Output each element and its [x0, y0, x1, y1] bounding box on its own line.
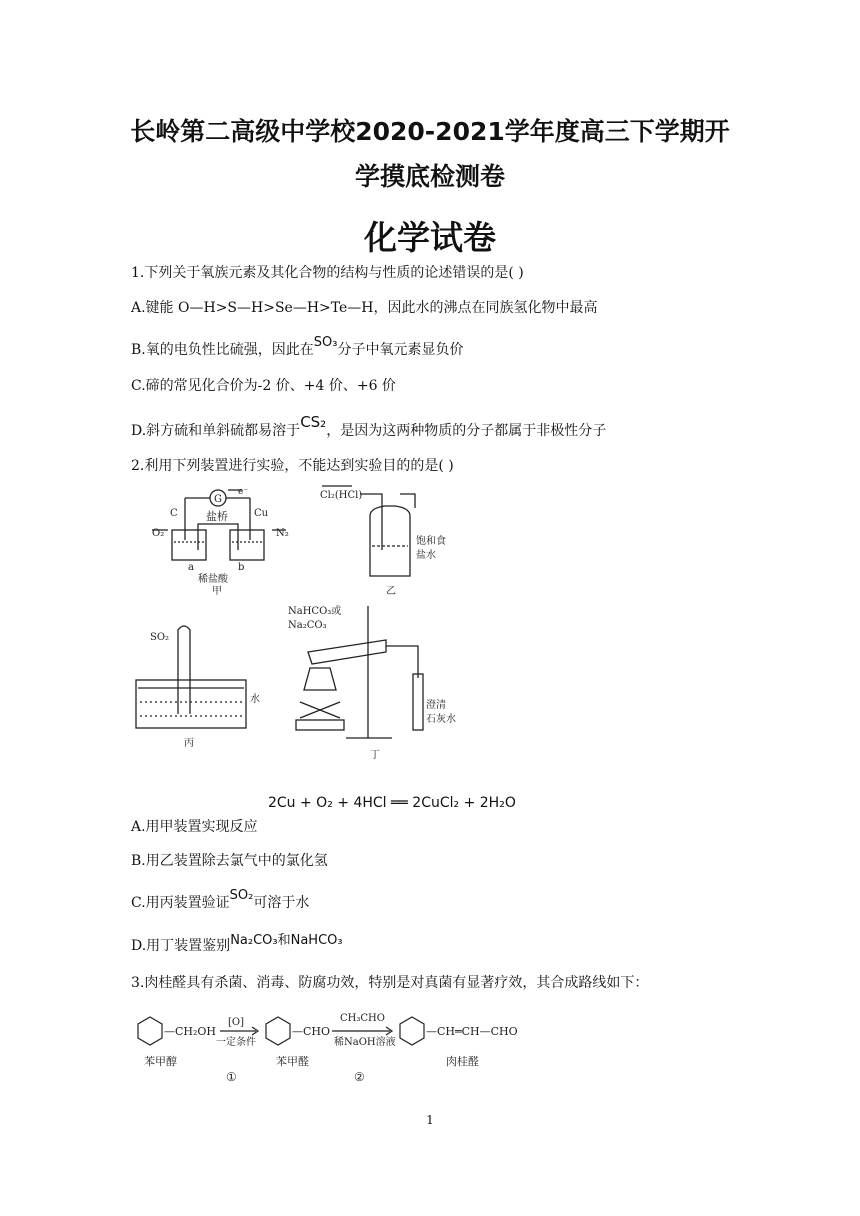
cinnamaldehyde-group: —CH═CH—CHO	[426, 1025, 518, 1038]
synthesis-scheme	[128, 1005, 548, 1085]
q3-stem: 3.肉桂醛具有杀菌、消毒、防腐功效，特别是对真菌有显著疗效，其合成路线如下：	[131, 975, 649, 991]
figure-yi	[320, 486, 446, 597]
exam-title-line2: 学摸底检测卷	[354, 162, 505, 191]
benzyl-alcohol-group: —CH₂OH	[164, 1025, 217, 1038]
q2-option-b: B.用乙装置除去氯气中的氯化氢	[131, 853, 328, 869]
figure-bing	[136, 626, 260, 749]
saturated-brine-label-2: 盐水	[416, 550, 436, 561]
q2-stem: 2.利用下列装置进行实验，不能达到实验目的的是( )	[131, 458, 454, 474]
galvanometer-label: G	[214, 494, 222, 505]
benzene-ring-2	[266, 1017, 290, 1045]
salt-bridge-label: 盐桥	[206, 510, 228, 523]
so2-label: SO₂	[150, 632, 170, 643]
limewater-label-2: 石灰水	[426, 714, 456, 725]
q1-stem: 1.下列关于氧族元素及其化合物的结构与性质的论述错误的是( )	[131, 265, 524, 281]
cinnamaldehyde-name: 肉桂醛	[446, 1055, 479, 1068]
so3-formula: SO₃	[313, 335, 338, 350]
q1-option-a: A.键能 O—H>S—H>Se—H>Te—H，因此水的沸点在同族氢化物中最高	[131, 300, 598, 316]
cl2-hcl-label: Cl₂(HCl)	[320, 490, 363, 501]
subject-title: 化学试卷	[364, 218, 496, 257]
benzene-ring-3	[400, 1017, 424, 1045]
electron-label: e⁻	[238, 487, 249, 497]
step-2-label: ②	[354, 1070, 365, 1084]
benzene-ring-1	[138, 1017, 162, 1045]
benzaldehyde-name: 苯甲醛	[276, 1055, 309, 1068]
figure-yi-label: 乙	[386, 586, 396, 597]
water-label: 水	[250, 694, 260, 705]
figure-jia-label: 甲	[212, 586, 222, 597]
exam-title-line1: 长岭第二高级中学校2020-2021学年度高三下学期开	[130, 117, 730, 146]
o2-label: O₂	[152, 528, 165, 539]
q2-option-d: D.用丁装置鉴别Na₂CO₃和NaHCO₃	[131, 933, 343, 954]
q1-option-c: C.碲的常见化合价为-2 价、+4 价、+6 价	[131, 378, 396, 394]
arrow2-reagent: CH₃CHO	[340, 1013, 385, 1024]
arrow1-condition: 一定条件	[216, 1037, 256, 1048]
cs2-formula: CS₂	[300, 413, 327, 431]
beaker-b-label: b	[238, 562, 245, 573]
q2-option-a: A.用甲装置实现反应	[131, 819, 258, 835]
arrow2-condition: 稀NaOH溶液	[334, 1037, 396, 1048]
arrow1-reagent: [O]	[228, 1017, 245, 1028]
benzyl-alcohol-name: 苯甲醇	[144, 1055, 177, 1068]
q1-option-d: D.斜方硫和单斜硫都易溶于CS₂，是因为这两种物质的分子都属于非极性分子	[131, 413, 607, 439]
step-1-label: ①	[226, 1070, 237, 1084]
reagent-label-1: NaHCO₃或	[288, 606, 342, 617]
q1-option-b: B.氧的电负性比硫强，因此在SO₃分子中氧元素显负价	[131, 335, 464, 358]
benzaldehyde-group: —CHO	[292, 1025, 331, 1038]
carbonate-formula: Na₂CO₃和NaHCO₃	[230, 933, 343, 948]
cu-electrode-label: Cu	[254, 508, 269, 519]
n2-label: N₂	[276, 528, 289, 539]
reaction-equation: 2Cu + O₂ + 4HCl ══ 2CuCl₂ + 2H₂O	[268, 795, 516, 811]
figure-ding	[288, 604, 456, 761]
saturated-brine-label-1: 饱和食	[416, 536, 446, 547]
so2-formula: SO₂	[229, 888, 254, 903]
figure-bing-label: 丙	[184, 738, 194, 749]
apparatus-figures	[130, 480, 490, 770]
acid-label: 稀盐酸	[198, 574, 228, 585]
c-electrode-label: C	[170, 508, 178, 519]
limewater-label-1: 澄清	[426, 700, 446, 711]
reagent-label-2: Na₂CO₃	[288, 620, 327, 631]
figure-jia	[152, 487, 289, 597]
page-number: 1	[426, 1113, 434, 1127]
beaker-a-label: a	[188, 562, 194, 573]
q2-option-c: C.用丙装置验证SO₂可溶于水	[131, 888, 310, 911]
figure-ding-label: 丁	[370, 750, 380, 761]
